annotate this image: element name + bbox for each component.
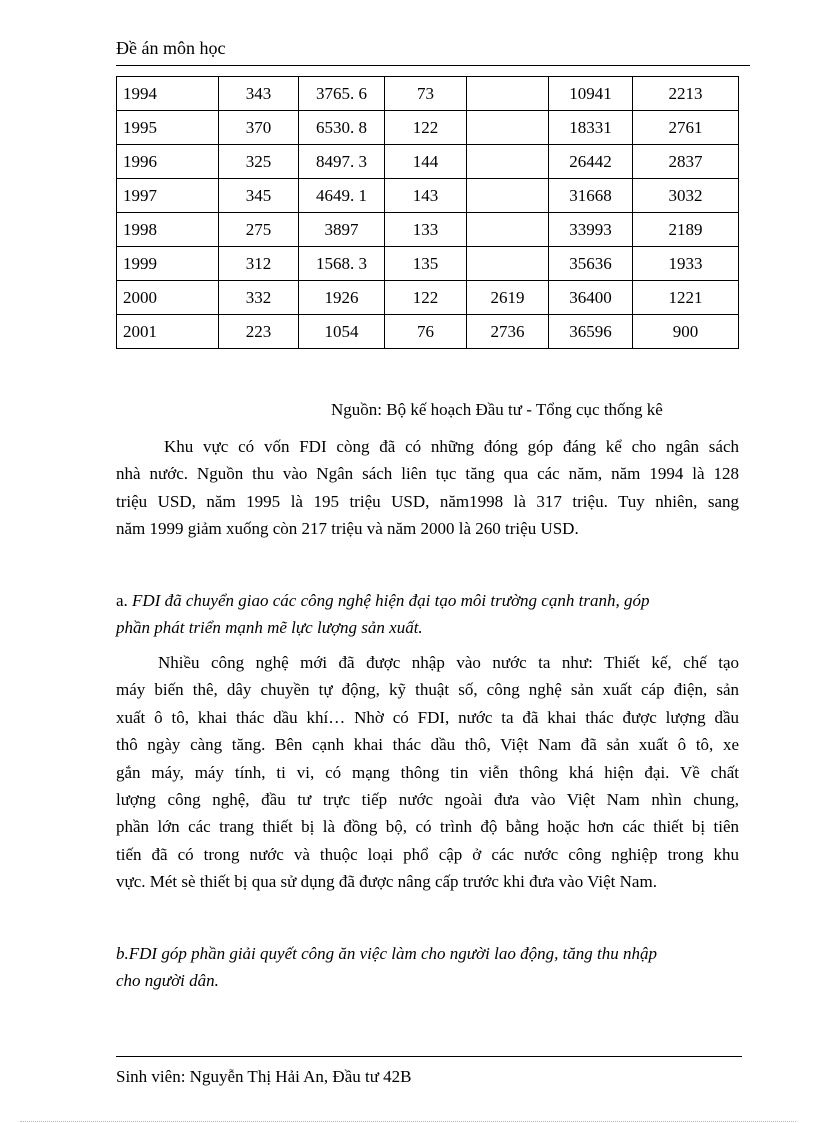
table-cell-year: 1999 <box>117 247 219 281</box>
table-cell: 26442 <box>549 145 633 179</box>
table-row <box>117 145 739 179</box>
table-cell: 1568. 3 <box>299 247 385 281</box>
table-cell: 2619 <box>467 281 549 315</box>
footer-author: Sinh viên: Nguyễn Thị Hải An, Đầu tư 42B <box>116 1067 412 1086</box>
table-cell: 122 <box>385 111 467 145</box>
table-cell: 370 <box>219 111 299 145</box>
table-row <box>117 213 739 247</box>
heading-line: cho người dân. <box>116 971 219 990</box>
paragraph-line: thô ngày càng tăng. Bên cạnh khai thác dầu thô, Việt Nam đã sản xuất ô tô, xe <box>116 735 739 755</box>
paragraph-line: vực. Mét sè thiết bị qua sử dụng đã được nâng cấp trước khi đưa vào Việt Nam. <box>116 872 657 892</box>
table-cell: 135 <box>385 247 467 281</box>
table-cell: 325 <box>219 145 299 179</box>
table-cell: 900 <box>633 315 739 349</box>
table-cell <box>467 247 549 281</box>
heading-line: phần phát triển mạnh mẽ lực lượng sản xuất. <box>116 618 423 637</box>
table-cell-year: 2001 <box>117 315 219 349</box>
table-cell: 8497. 3 <box>299 145 385 179</box>
table-cell <box>467 145 549 179</box>
table-cell: 2189 <box>633 213 739 247</box>
table-cell: 1933 <box>633 247 739 281</box>
table-cell: 36596 <box>549 315 633 349</box>
paragraph-line: nhà nước. Nguồn thu vào Ngân sách liên tục tăng qua các năm, năm 1994 là 128 <box>116 464 739 484</box>
table-row <box>117 179 739 213</box>
section-label: a. <box>116 591 128 610</box>
table-cell: 2736 <box>467 315 549 349</box>
table-cell: 3897 <box>299 213 385 247</box>
table-cell: 4649. 1 <box>299 179 385 213</box>
table-cell: 223 <box>219 315 299 349</box>
table-cell: 76 <box>385 315 467 349</box>
table-cell: 3032 <box>633 179 739 213</box>
table-cell: 36400 <box>549 281 633 315</box>
table-cell: 312 <box>219 247 299 281</box>
paragraph-line: gắn máy, máy tính, ti vi, có mạng thông tin viễn thông khá hiện đại. Về chất <box>116 762 739 782</box>
statistics-table <box>116 76 739 349</box>
table-cell: 10941 <box>549 77 633 111</box>
footer-divider <box>116 1056 742 1057</box>
paragraph-line: Nhiều công nghệ mới đã được nhập vào nước ta như: Thiết kế, chế tạo <box>158 653 739 672</box>
table-row <box>117 281 739 315</box>
table-cell: 133 <box>385 213 467 247</box>
heading-line: b.FDI góp phần giải quyết công ăn việc làm cho người lao động, tăng thu nhập <box>116 944 658 963</box>
table-cell <box>467 179 549 213</box>
paragraph-line: máy biến thê, dây chuyền tự động, kỹ thuật số, công nghệ sản xuất cáp điện, sản <box>116 680 739 700</box>
table-cell: 1926 <box>299 281 385 315</box>
page-header-title: Đề án môn học <box>116 38 226 58</box>
page-bottom-border <box>20 1121 796 1122</box>
table-cell: 332 <box>219 281 299 315</box>
section-heading-a <box>116 587 739 641</box>
table-cell <box>467 111 549 145</box>
paragraph-line: năm 1999 giảm xuống còn 217 triệu và năm 2000 là 260 triệu USD. <box>116 519 579 539</box>
table-cell-year: 1996 <box>117 145 219 179</box>
header-divider <box>116 65 750 66</box>
paragraph-technology-transfer <box>116 649 739 896</box>
paragraph-line: Khu vực có vốn FDI còng đã có những đóng góp đáng kể cho ngân sách <box>164 437 739 456</box>
table-cell: 33993 <box>549 213 633 247</box>
table-cell: 6530. 8 <box>299 111 385 145</box>
table-cell-year: 2000 <box>117 281 219 315</box>
paragraph-line: phần lớn các trang thiết bị là đồng bộ, có trình độ bằng hoặc hơn các thiết bị tiên <box>116 817 739 837</box>
paragraph-line: triệu USD, năm 1995 là 195 triệu USD, năm1998 là 317 triệu. Tuy nhiên, sang <box>116 491 739 511</box>
table-cell: 1054 <box>299 315 385 349</box>
table-cell-year: 1997 <box>117 179 219 213</box>
table-cell: 345 <box>219 179 299 213</box>
table-cell: 35636 <box>549 247 633 281</box>
table-row <box>117 77 739 111</box>
table-cell-year: 1995 <box>117 111 219 145</box>
table-cell: 2837 <box>633 145 739 179</box>
table-cell: 143 <box>385 179 467 213</box>
paragraph-line: tiến đã có trong nước và thuộc loại phổ cập ở các nước công nghiệp trong khu <box>116 844 739 864</box>
table-cell: 18331 <box>549 111 633 145</box>
table-cell <box>467 77 549 111</box>
table-cell: 144 <box>385 145 467 179</box>
table-cell-year: 1994 <box>117 77 219 111</box>
table-cell: 343 <box>219 77 299 111</box>
section-heading-b <box>116 940 739 994</box>
table-row <box>117 111 739 145</box>
paragraph-line: lượng công nghệ, đầu tư trực tiếp nước ngoài đưa vào Việt Nam nhìn chung, <box>116 790 739 810</box>
paragraph-budget-contribution <box>116 433 739 543</box>
table-row <box>117 247 739 281</box>
table-cell: 122 <box>385 281 467 315</box>
table-cell: 2213 <box>633 77 739 111</box>
table-cell-year: 1998 <box>117 213 219 247</box>
table-cell: 31668 <box>549 179 633 213</box>
table-source-note: Nguồn: Bộ kế hoạch Đầu tư - Tổng cục thống kê <box>331 400 663 419</box>
table-cell: 2761 <box>633 111 739 145</box>
heading-line: FDI đã chuyển giao các công nghệ hiện đại tạo môi trường cạnh tranh, góp <box>132 591 650 610</box>
table-cell: 73 <box>385 77 467 111</box>
table-cell: 3765. 6 <box>299 77 385 111</box>
table-cell: 275 <box>219 213 299 247</box>
table-row <box>117 315 739 349</box>
table-cell <box>467 213 549 247</box>
table-cell: 1221 <box>633 281 739 315</box>
paragraph-line: xuất ô tô, khai thác dầu khí… Nhờ có FDI, nước ta đã khai thác được lượng dầu <box>116 707 739 727</box>
